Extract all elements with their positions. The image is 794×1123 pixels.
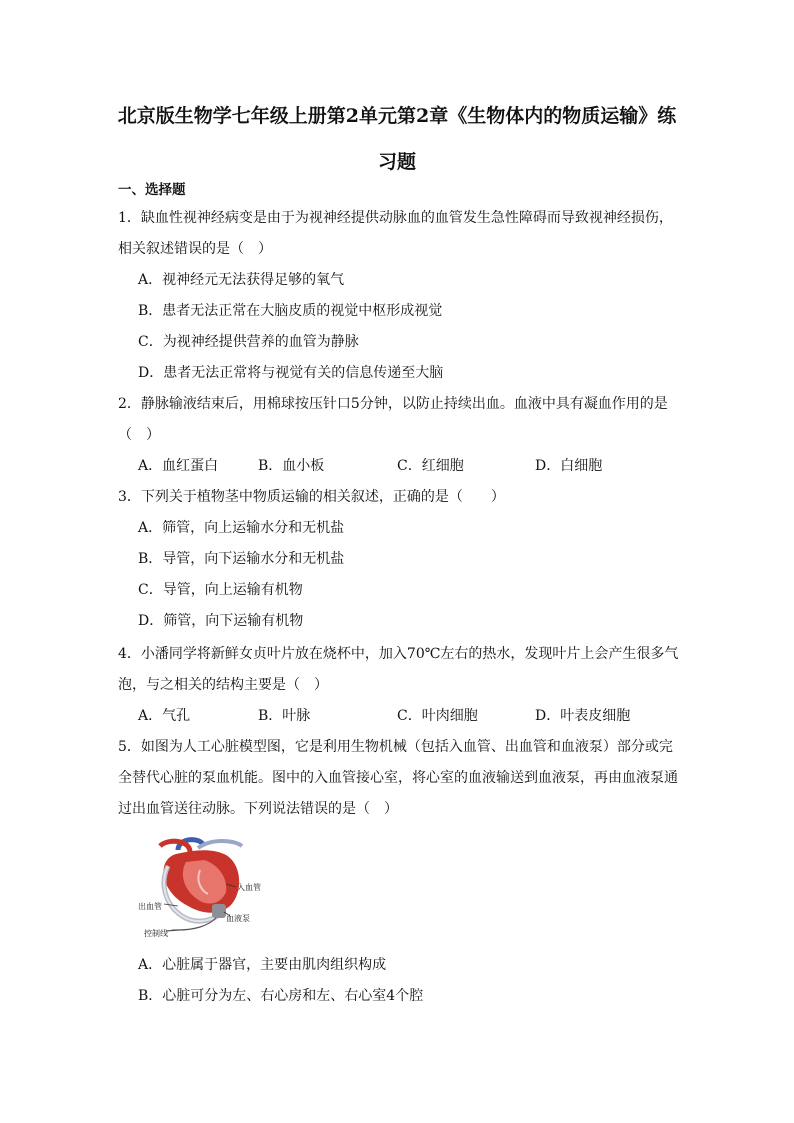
q3-option-a: A．筛管，向上运输水分和无机盐 (138, 520, 345, 536)
q2-option-c: C．红细胞 (397, 458, 464, 474)
label-inlet-vessel: 入血管 (237, 883, 261, 892)
document-title (100, 93, 694, 185)
q3-stem: 3．下列关于植物茎中物质运输的相关叙述，正确的是（ ） (118, 489, 505, 505)
q2-option-a: A．血红蛋白 (138, 458, 219, 474)
q4-option-d: D．叶表皮细胞 (535, 708, 631, 724)
q2-option-b: B．血小板 (258, 458, 325, 474)
q2-option-d: D．白细胞 (535, 458, 603, 474)
q1-option-b: B．患者无法正常在大脑皮质的视觉中枢形成视觉 (138, 303, 443, 319)
q5-stem-line-3: 过出血管送往动脉。下列说法错误的是（ ） (118, 801, 398, 817)
q4-option-b: B．叶脉 (258, 708, 311, 724)
q1-stem-line-2: 相关叙述错误的是（ ） (118, 241, 272, 257)
q3-option-d: D．筛管，向下运输有机物 (138, 613, 304, 629)
q4-stem-line-2: 泡，与之相关的结构主要是（ ） (118, 677, 328, 693)
q3-option-b: B．导管，向下运输水分和无机盐 (138, 551, 345, 567)
q3-option-c: C．导管，向上运输有机物 (138, 582, 303, 598)
label-control-cable: 控制线 (144, 929, 168, 938)
title-line-2: 习题 (377, 151, 416, 173)
q2-stem-line-2: （ ） (118, 427, 160, 443)
label-outlet-vessel: 出血管 (138, 902, 162, 911)
artificial-heart-figure (138, 832, 278, 940)
q1-option-a: A．视神经元无法获得足够的氧气 (138, 272, 345, 288)
q5-option-a: A．心脏属于器官，主要由肌肉组织构成 (138, 957, 387, 973)
q4-option-a: A．气孔 (138, 708, 191, 724)
q1-stem-line-1: 1．缺血性视神经病变是由于为视神经提供动脉血的血管发生急性障碍而导致视神经损伤， (118, 210, 673, 226)
q1-option-c: C．为视神经提供营养的血管为静脉 (138, 334, 359, 350)
title-line-1: 北京版生物学七年级上册第2单元第2章《生物体内的物质运输》练 (117, 105, 677, 127)
q4-option-c: C．叶肉细胞 (397, 708, 478, 724)
q2-stem-line-1: 2．静脉输液结束后，用棉球按压针口5分钟，以防止持续出血。血液中具有凝血作用的是 (118, 396, 668, 412)
q5-option-b: B．心脏可分为左、右心房和左、右心室4个腔 (138, 988, 424, 1004)
q5-stem-line-2: 全替代心脏的泵血机能。图中的入血管接心室，将心室的血液输送到血液泵，再由血液泵通 (118, 770, 678, 786)
q4-stem-line-1: 4．小潘同学将新鲜女贞叶片放在烧杯中，加入70℃左右的热水，发现叶片上会产生很多气 (118, 646, 679, 662)
q1-option-d: D．患者无法正常将与视觉有关的信息传递至大脑 (138, 365, 444, 381)
label-blood-pump: 血液泵 (226, 914, 250, 923)
heart-illustration (138, 832, 278, 940)
q5-stem-line-1: 5．如图为人工心脏模型图，它是利用生物机械（包括入血管、出血管和血液泵）部分或完 (118, 739, 673, 755)
section-heading: 一、选择题 (118, 182, 186, 198)
